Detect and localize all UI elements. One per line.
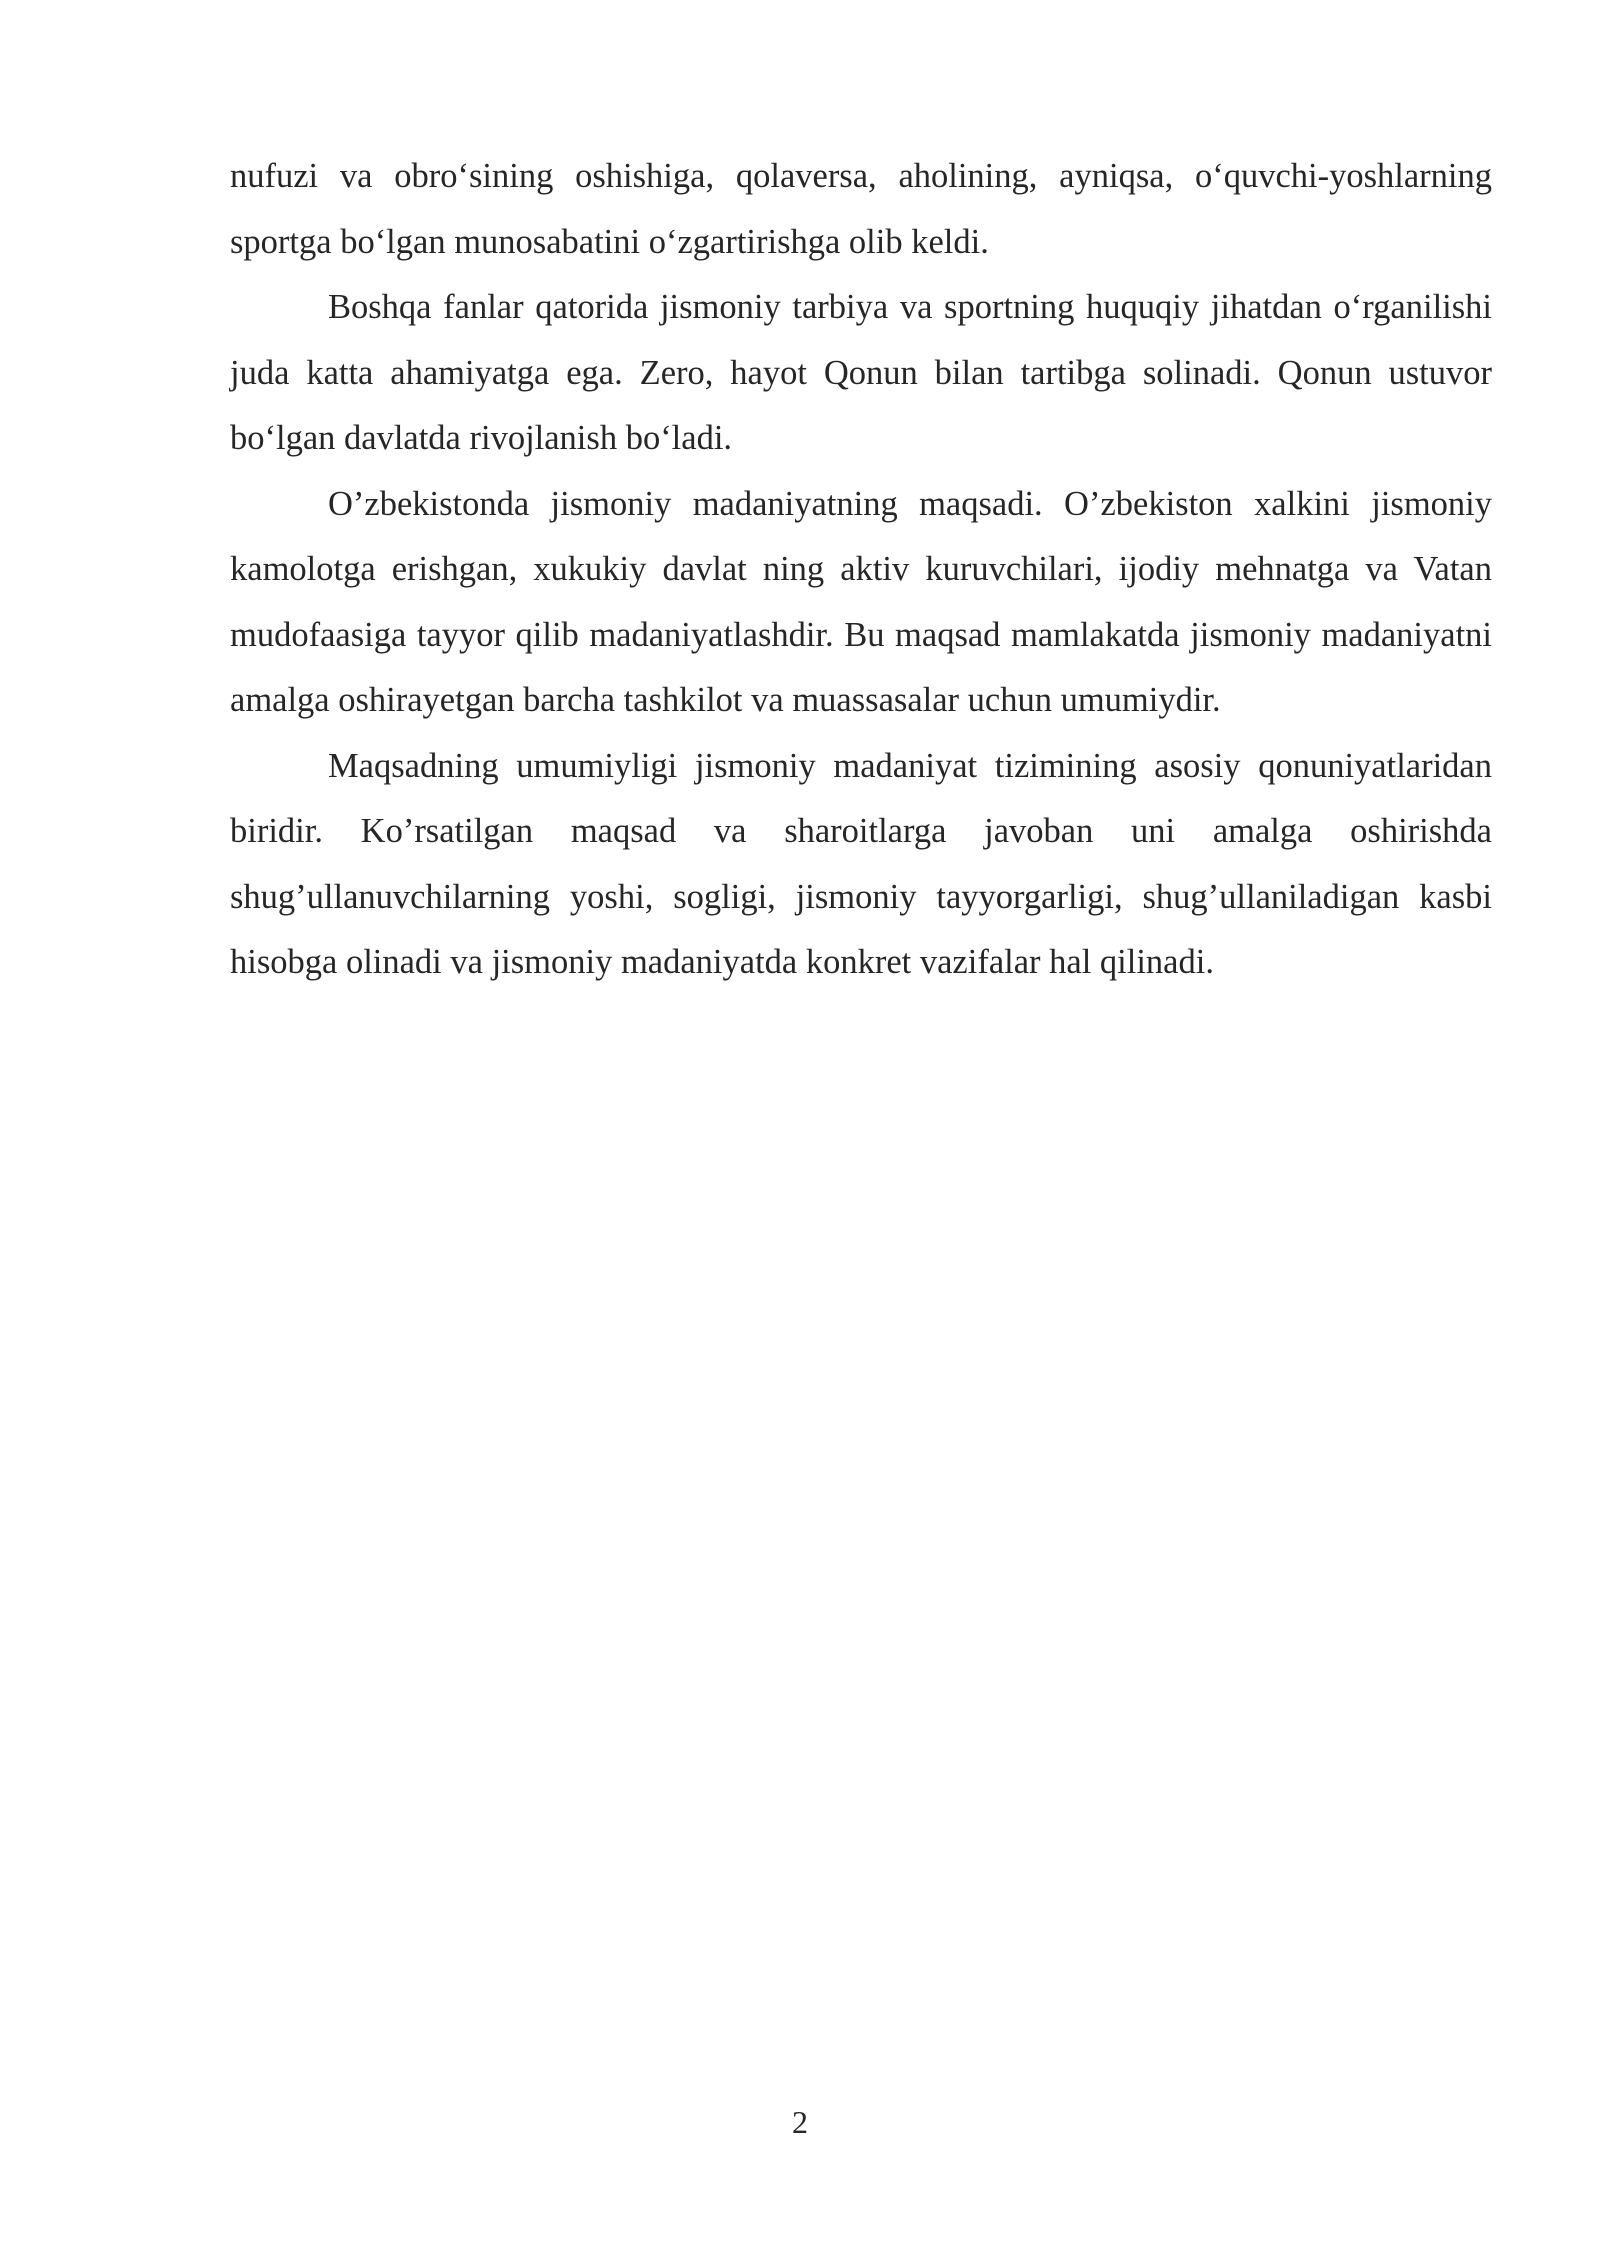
page-number: 2 bbox=[792, 2104, 808, 2140]
body-text bbox=[230, 144, 1492, 996]
paragraph-generality: Maqsadning umumiyligi jismoniy madaniyat tizimining asosiy qonuniyatlaridan biridir. Ko’rsatilgan maqsad va sharoitlarga javoban uni amalga oshirishda shug’ullanuvchilarning yoshi, sogligi, jismoniy tayyorgarligi, shug’ullaniladigan kasbi hisobga olinadi va jismoniy madaniyatda konkret vazifalar hal qilinadi. bbox=[230, 746, 1492, 981]
paragraph-goal: O’zbekistonda jismoniy madaniyatning maqsadi. O’zbekiston xalkini jismoniy kamolotga erishgan, xukukiy davlat ning aktiv kuruvchilari, ijodiy mehnatga va Vatan mudofaasiga tayyor qilib madaniyatlashdir. Bu maqsad mamlakatda jismoniy madaniyatni amalga oshirayetgan barcha tashkilot va muassasalar uchun umumiydir. bbox=[230, 484, 1492, 719]
paragraph-continuation: nufuzi va obro‘sining oshishiga, qolaversa, aholining, ayniqsa, o‘quvchi-yoshlarning sportga bo‘lgan munosabatini o‘zgartirishga olib keldi. bbox=[230, 157, 1492, 261]
paragraph-legal-study: Boshqa fanlar qatorida jismoniy tarbiya va sportning huquqiy jihatdan o‘rganilishi juda katta ahamiyatga ega. Zero, hayot Qonun bilan tartibga solinadi. Qonun ustuvor bo‘lgan davlatda rivojlanish bo‘ladi. bbox=[230, 288, 1492, 457]
